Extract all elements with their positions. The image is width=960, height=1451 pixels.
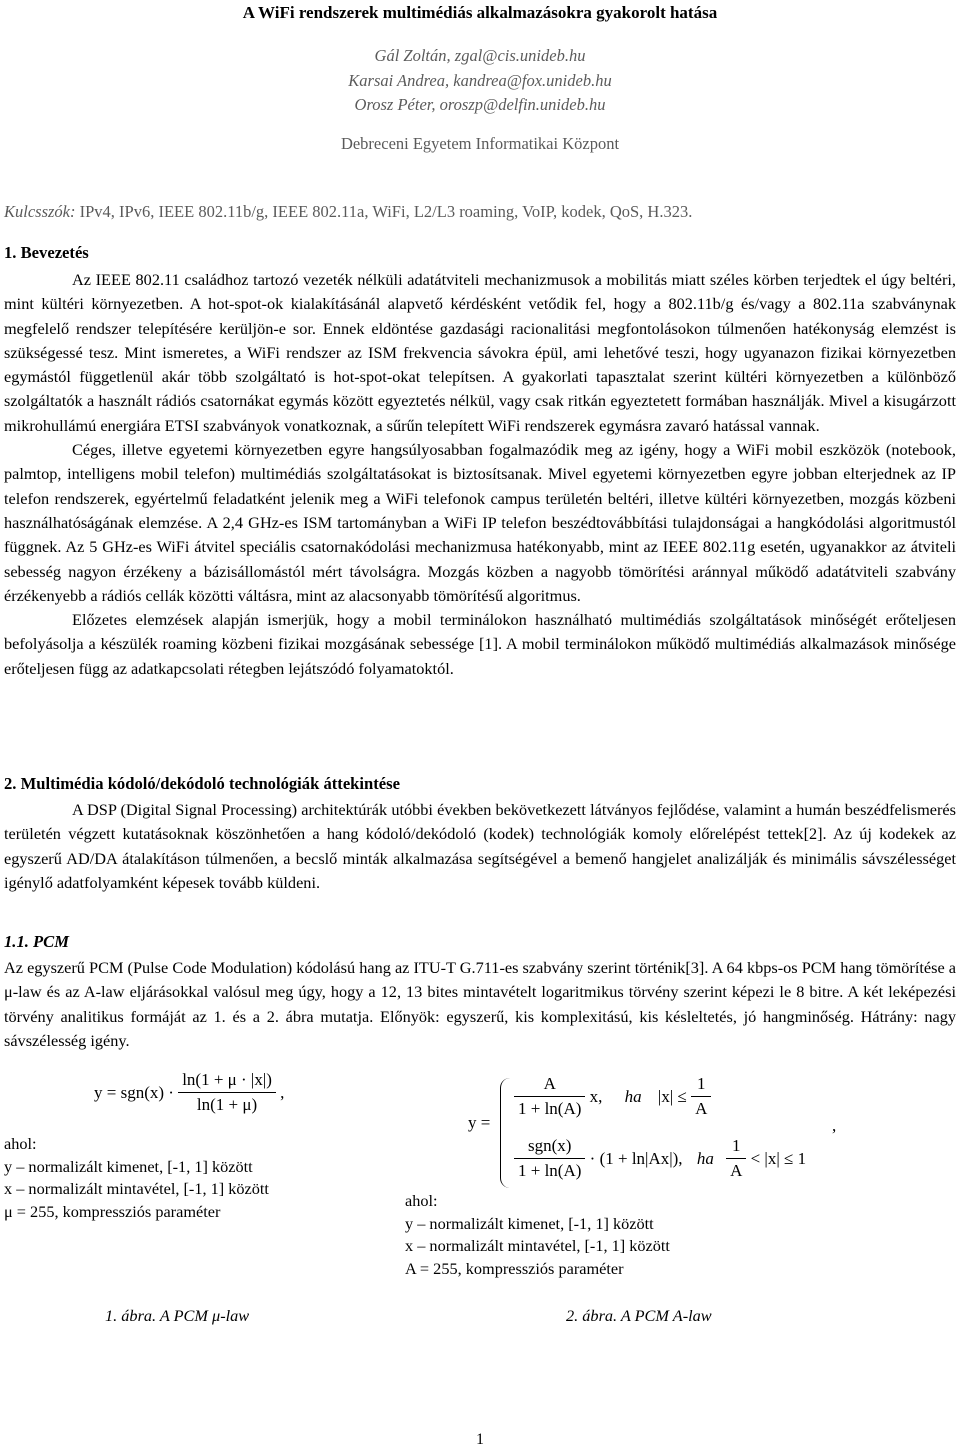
paragraph: Céges, illetve egyetemi környezetben egyre hangsúlyosabban fogalmazódik meg az igény, hogy a WiFi mobil eszközök (notebook, palmtop, intelligens mobil telefon) multimédiás szolgáltatásokat is biztosítsanak. Mivel egyetemi környezetben egyre jobban elterjednek az IP telefon rendszerek, egyértelmű feladatként jelenik meg a WiFi telefonok campus területén beltéri, illetve kültéri környezetben, mozgás közbeni használhatóságának elemzése. A 2,4 GHz-es ISM tartományban a WiFi IP telefon beszédtovábbítási tulajdonságai a hangkódolási algoritmustól függnek. Az 5 GHz-es WiFi átvitel speciális csatornakódolási mechanizmusa hatékonyabb, mint az IEEE 802.11g esetén, ugyanakkor az átviteli sebesség nagyon érzékeny a bázisállomástól mért távolságra. Mozgás közben a nagyobb tömörítési aránnyal működő adatátviteli szabvány érzékenyebb a rádiós cellák közötti váltásra, mint az alacsonyabb tömörítésű algoritmus. [4, 440, 956, 605]
caption-text: 2. ábra. A PCM A-law [566, 1306, 712, 1325]
figure-1-caption [105, 1306, 249, 1326]
legend-line: μ = 255, kompressziós paraméter [4, 1201, 221, 1221]
section-2-body [4, 798, 956, 895]
case-1-cond-fraction [691, 1074, 711, 1119]
keywords-label: Kulcsszók: [4, 202, 76, 221]
case-1-tail: x, [589, 1086, 603, 1106]
formula-numerator: ln(1 + μ · |x|) [182, 1070, 272, 1089]
a-law-case-2 [514, 1136, 806, 1181]
section-1-1-body [4, 956, 956, 1053]
mu-law-formula [94, 1070, 284, 1115]
formula-tail: , [280, 1082, 285, 1102]
section-2-heading: 2. Multimédia kódoló/dekódoló technológiák áttekintése [4, 774, 400, 793]
case-2-condition: < |x| ≤ 1 [750, 1148, 807, 1168]
legend-line: ahol: [4, 1134, 37, 1153]
formula-lhs: y = sgn(x) · [94, 1082, 174, 1102]
paragraph: A DSP (Digital Signal Processing) architektúrák utóbbi években bekövetkezett látványos fejlődése, valamint a humán beszédfelismerés területén végzett kutatásoknak köszönhetően a hang kódoló/dekódoló (kodek) technológiák komoly előrelépést tettek[2]. Az új kodekek az egyszerű AD/DA átalakításon túlmenően, a becslő minták alkalmazása segítségével a bemenő hangjelet analizálják és minimális sávszélességet igénylő adatfolyamként képesek tovább küldeni. [4, 800, 956, 892]
a-law-case-1 [514, 1074, 711, 1119]
case-1-cond-numerator: 1 [696, 1074, 706, 1093]
section-1-heading: 1. Bevezetés [4, 243, 89, 262]
affiliation: Debreceni Egyetem Informatikai Központ [340, 134, 620, 153]
section-1-body [4, 268, 956, 681]
author-list [0, 44, 960, 118]
case-2-fraction [514, 1136, 585, 1181]
case-2-numerator: sgn(x) [527, 1136, 572, 1155]
case-2-cond-numerator: 1 [731, 1136, 741, 1155]
cases-brace [500, 1078, 515, 1188]
case-1-cond-denominator: A [691, 1096, 711, 1119]
paragraph: Az egyszerű PCM (Pulse Code Modulation) kódolású hang az ITU-T G.711-es szabvány szerint történik[3]. A 64 kbps-os PCM hang tömörítése a μ-law és az A-law eljárásokkal valósul meg úgy, hogy a 12, 13 bites mintavételt logaritmikus törvény szerint képezi le 8 bitre. A két leképezési törvény analitikus formáját az 1. és a 2. ábra mutatja. Előnyök: egyszerű, kis komplexitású, kis késleltetés, jó hangminőség. Hátrány: nagy sávszélesség igény. [4, 958, 956, 1050]
formula-fraction [178, 1070, 276, 1115]
paper-title: A WiFi rendszerek multimédiás alkalmazásokra gyakorolt hatása [242, 3, 718, 22]
legend-line: x – normalizált mintavétel, [-1, 1] között [405, 1236, 670, 1255]
paragraph: Előzetes elemzések alapján ismerjük, hogy a mobil terminálokon használható multimédiás szolgáltatások minőségét erőteljesen befolyásolja a készülék roaming közbeni fizikai mozgásának sebessége [1]. A mobil terminálokon működő multimédiás alkalmazások minősége erőteljesen függ az adatkapcsolati rétegben lejátszódó folyamatoktól. [4, 610, 956, 678]
a-law-tail: , [832, 1116, 837, 1135]
figure-2-caption [566, 1306, 712, 1326]
author-1: Gál Zoltán, zgal@cis.unideb.hu [374, 46, 586, 65]
case-1-numerator: A [543, 1074, 556, 1093]
section-1-1-heading: 1.1. PCM [4, 932, 69, 951]
caption-text: 1. ábra. A PCM μ-law [105, 1306, 250, 1325]
case-2-cond-denominator: A [726, 1158, 746, 1181]
case-2-ha: ha [696, 1148, 714, 1168]
a-law-legend [405, 1190, 670, 1280]
legend-line: A = 255, kompressziós paraméter [405, 1258, 624, 1278]
paragraph: Az IEEE 802.11 családhoz tartozó vezeték nélküli adatátviteli mechanizmusok a mobilitás miatt széles körben terjedtek el úgy beltéri, mint kültéri környezetben. A hot-spot-ok kialakításánál alapvető kérdésként vetődik fel, hogy a 802.11b/g és/vagy a 802.11a szabványnak megfelelő rendszer telepítésére kerüljön-e sor. Ennek eldöntése gazdasági racionalitási megfontolásokon túlmenően hatékonyság elemzést is szükségessé tesz. Mint ismeretes, a WiFi rendszer az ISM frekvencia sávokra épül, ami lehetővé teszi, hogy ugyanazon fizikai környezetben egymástól függetlenül akár több szolgáltató is hot-spot-okat telepítsen. A gyakorlati tapasztalat szerint kültéri környezetben a különböző szolgáltatók a használt rádiós csatornákat egymás között egyeztetés nélkül, vagy csak ritkán egyeztetett formában használják. Mivel a kisugárzott mikrohullámú energiára ETSI szabványok vonatkoznak, a sűrűn telepített WiFi rendszerek egymásra zavaró hatással vannak. [4, 270, 956, 435]
case-2-cond-fraction [726, 1136, 746, 1181]
case-1-ha: ha [624, 1086, 642, 1106]
a-law-lhs: y = [468, 1113, 491, 1132]
keywords [4, 202, 954, 222]
page-number: 1 [476, 1431, 484, 1448]
mu-law-legend [4, 1133, 269, 1223]
legend-line: x – normalizált mintavétel, [-1, 1] között [4, 1179, 269, 1198]
case-2-tail: · (1 + ln|Ax|), [589, 1148, 683, 1168]
legend-line: y – normalizált kimenet, [-1, 1] között [405, 1213, 654, 1233]
keywords-text: IPv4, IPv6, IEEE 802.11b/g, IEEE 802.11a, WiFi, L2/L3 roaming, VoIP, kodek, QoS, H.323. [75, 202, 693, 221]
case-1-fraction [514, 1074, 585, 1119]
case-1-denominator: 1 + ln(A) [514, 1096, 585, 1119]
case-1-condition: |x| ≤ [657, 1086, 687, 1106]
case-2-denominator: 1 + ln(A) [514, 1158, 585, 1181]
legend-line: y – normalizált kimenet, [-1, 1] között [4, 1156, 253, 1176]
formula-denominator: ln(1 + μ) [178, 1092, 276, 1115]
legend-line: ahol: [405, 1191, 438, 1210]
author-2: Karsai Andrea, kandrea@fox.unideb.hu [348, 70, 612, 90]
author-3: Orosz Péter, oroszp@delfin.unideb.hu [354, 95, 606, 114]
